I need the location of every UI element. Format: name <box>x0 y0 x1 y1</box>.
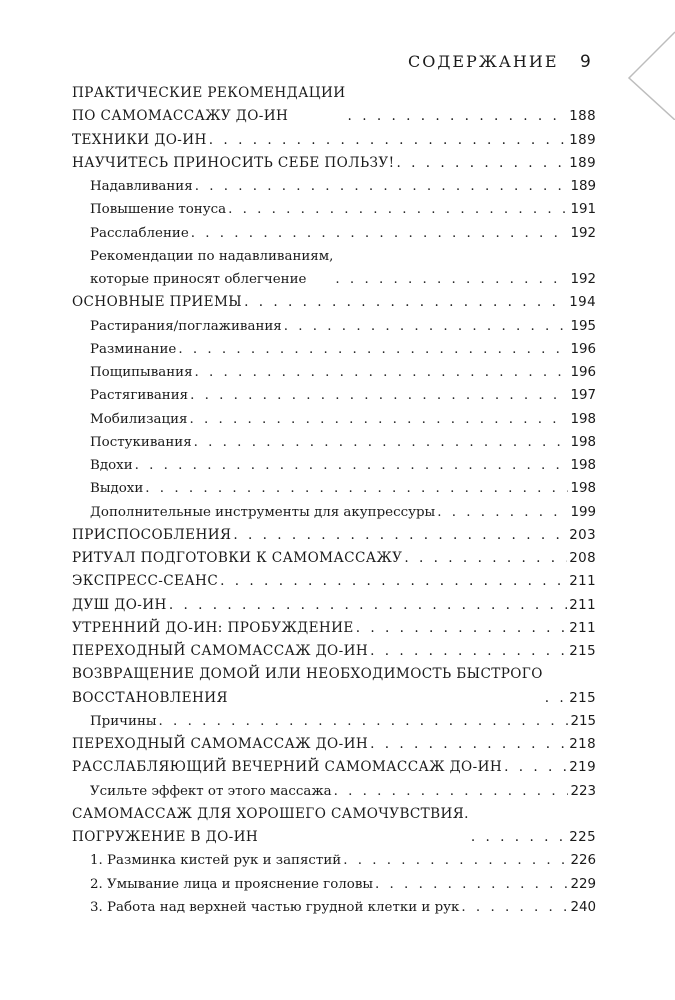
toc-entry-title-line: Вдохи <box>90 458 133 473</box>
dot-leader <box>231 524 567 547</box>
dot-leader <box>176 338 568 361</box>
dot-leader <box>435 501 568 524</box>
toc-entry-title <box>72 129 207 152</box>
toc-entry-title-line: Дополнительные инструменты для акупрессуры <box>90 504 436 520</box>
toc-entry[interactable] <box>72 849 596 872</box>
toc-entry-title-line: ПО САМОМАССАЖУ ДО-ИН <box>72 108 289 125</box>
toc-entry-title-line: ТЕХНИКИ ДО-ИН <box>72 131 207 148</box>
toc-entry[interactable] <box>72 408 596 431</box>
toc-entry-title-line: САМОМАССАЖ ДЛЯ ХОРОШЕГО САМОЧУВСТВИЯ. <box>72 805 469 822</box>
toc-entry-title-line: 1. Разминка кистей рук и запястий <box>90 853 342 869</box>
page-header <box>0 50 675 74</box>
toc-entry-title <box>72 617 354 640</box>
toc-entry-title-line: Постукивания <box>90 434 192 450</box>
toc-entry-page: 199 <box>570 504 596 520</box>
toc-entry[interactable] <box>72 175 596 198</box>
toc-entry-page: 192 <box>570 225 596 241</box>
dot-leader <box>282 315 569 338</box>
toc-entry-page: 194 <box>569 295 596 311</box>
toc-entry[interactable] <box>72 315 596 338</box>
toc-entry-title-line: ОСНОВНЫЕ ПРИЕМЫ <box>72 294 243 311</box>
toc-entry[interactable] <box>72 547 596 570</box>
toc-entry[interactable] <box>72 501 596 524</box>
dot-leader <box>192 431 569 454</box>
toc-entry-page: 189 <box>569 132 596 148</box>
toc-entry-title-line: Выдохи <box>90 481 144 497</box>
toc-entry-title <box>72 291 242 314</box>
dot-leader <box>157 710 569 733</box>
toc-entry-title-line: которые приносят облегчение <box>90 272 307 287</box>
toc-entry-title-line: УТРЕННИЙ ДО-ИН: ПРОБУЖДЕНИЕ <box>72 619 354 636</box>
toc-entry-title-line: ПРАКТИЧЕСКИЕ РЕКОМЕНДАЦИИ <box>72 85 346 101</box>
toc-entry-title-line: Расслабление <box>90 225 189 241</box>
toc-entry-page: 211 <box>569 620 596 636</box>
toc-entry[interactable] <box>72 780 596 803</box>
toc-entry-title <box>90 780 332 803</box>
running-header-title: СОДЕРЖАНИЕ <box>408 52 559 71</box>
toc-entry[interactable] <box>72 361 596 384</box>
toc-entry-title <box>90 849 341 872</box>
toc-entry[interactable] <box>72 454 596 477</box>
dot-leader <box>373 873 568 896</box>
toc-entry-title <box>72 733 368 756</box>
toc-entry-page: 198 <box>570 481 596 497</box>
table-of-contents <box>72 82 596 919</box>
dot-leader <box>189 222 569 245</box>
dot-leader <box>218 570 567 593</box>
dot-leader <box>226 198 568 221</box>
toc-entry[interactable] <box>72 594 596 617</box>
toc-entry[interactable] <box>72 152 596 175</box>
toc-entry-title <box>90 454 133 477</box>
toc-entry-page: 211 <box>569 574 596 590</box>
toc-entry-page: 218 <box>569 737 596 752</box>
toc-entry[interactable] <box>72 129 596 152</box>
toc-entry-title <box>72 640 368 663</box>
toc-entry-page: 211 <box>569 597 596 613</box>
toc-entry-page: 198 <box>570 411 596 427</box>
toc-entry[interactable] <box>72 338 596 361</box>
toc-entry-title-line: РАССЛАБЛЯЮЩИЙ ВЕЧЕРНИЙ САМОМАССАЖ ДО-ИН <box>72 759 503 776</box>
toc-entry-title <box>90 408 187 431</box>
toc-entry-title-line: Причины <box>90 713 157 729</box>
toc-entry[interactable] <box>72 245 596 292</box>
toc-entry-title <box>72 152 394 175</box>
toc-entry-page: 198 <box>570 458 596 473</box>
toc-entry-title-line: Рекомендации по надавливаниям, <box>90 248 334 264</box>
dot-leader <box>543 687 567 710</box>
toc-entry[interactable] <box>72 222 596 245</box>
toc-entry-title <box>90 361 193 384</box>
toc-entry-title <box>90 175 193 198</box>
toc-entry-title <box>90 477 143 500</box>
toc-entry-title-line: Разминание <box>90 341 177 357</box>
toc-entry[interactable] <box>72 733 596 756</box>
toc-entry-title <box>90 873 373 896</box>
dot-leader <box>341 849 568 872</box>
dot-leader <box>188 384 568 407</box>
toc-entry[interactable] <box>72 384 596 407</box>
toc-entry-title <box>72 547 402 570</box>
toc-entry-page: 195 <box>570 318 596 334</box>
dot-leader <box>167 594 567 617</box>
toc-entry-title-line: НАУЧИТЕСЬ ПРИНОСИТЬ СЕБЕ ПОЛЬЗУ! <box>72 154 395 171</box>
page-number: 9 <box>580 52 591 72</box>
toc-entry-title-line: ДУШ ДО-ИН <box>72 596 167 613</box>
toc-entry-title-line: Растирания/поглаживания <box>90 318 282 334</box>
toc-entry-page: 192 <box>570 272 596 287</box>
dot-leader <box>193 175 569 198</box>
toc-entry-title-line: ПОГРУЖЕНИЕ В ДО-ИН <box>72 829 259 845</box>
dot-leader <box>459 896 568 919</box>
dot-leader <box>502 756 567 779</box>
toc-entry-page: 225 <box>569 830 596 845</box>
toc-entry-title-line: Мобилизация <box>90 411 188 427</box>
corner-chevron-icon <box>625 30 675 120</box>
toc-entry-title-line: Растягивания <box>90 388 189 404</box>
toc-entry-page: 197 <box>570 388 596 404</box>
toc-entry-title-line: ПРИСПОСОБЛЕНИЯ <box>72 526 232 543</box>
toc-entry-page: 223 <box>570 783 596 799</box>
toc-entry-title <box>72 524 231 547</box>
dot-leader <box>368 733 567 756</box>
toc-entry-title-line: 3. Работа над верхней частью грудной клетки и рук <box>90 899 460 915</box>
toc-entry-title <box>90 384 188 407</box>
toc-entry-page: 219 <box>569 760 596 776</box>
dot-leader <box>207 129 567 152</box>
toc-entry-title-line: Усильте эффект от этого массажа <box>90 783 332 799</box>
toc-entry-page: 226 <box>570 853 596 869</box>
toc-entry[interactable] <box>72 82 596 129</box>
toc-entry[interactable] <box>72 710 596 733</box>
toc-entry-page: 229 <box>570 876 596 892</box>
dot-leader <box>333 268 568 291</box>
toc-entry[interactable] <box>72 803 596 850</box>
toc-entry-title-line: Надавливания <box>90 179 193 194</box>
toc-entry-page: 208 <box>569 551 596 566</box>
toc-entry-title-line: Повышение тонуса <box>90 202 227 218</box>
toc-entry-page: 189 <box>569 155 596 171</box>
toc-entry[interactable] <box>72 756 596 779</box>
toc-entry-page: 215 <box>569 644 596 659</box>
toc-entry-title <box>72 82 346 129</box>
dot-leader <box>193 361 569 384</box>
dot-leader <box>133 454 569 477</box>
toc-entry-page: 196 <box>570 341 596 357</box>
toc-entry-title <box>90 245 333 292</box>
toc-entry-title <box>90 315 282 338</box>
dot-leader <box>368 640 567 663</box>
toc-entry-page: 240 <box>570 899 596 915</box>
toc-entry-page: 191 <box>570 202 596 218</box>
toc-entry-title <box>90 431 192 454</box>
toc-entry-title <box>72 803 469 850</box>
toc-entry-title-line: ВОССТАНОВЛЕНИЯ <box>72 689 228 706</box>
toc-entry-page: 215 <box>570 713 596 729</box>
toc-entry[interactable] <box>72 198 596 221</box>
toc-entry-title <box>90 896 459 919</box>
toc-entry-page: 215 <box>569 690 596 706</box>
toc-entry-page: 203 <box>569 527 596 543</box>
toc-entry-title-line: 2. Умывание лица и прояснение головы <box>90 876 374 892</box>
toc-entry[interactable] <box>72 431 596 454</box>
toc-entry[interactable] <box>72 640 596 663</box>
toc-entry-title <box>72 570 218 593</box>
toc-entry[interactable] <box>72 570 596 593</box>
toc-entry-title <box>90 222 189 245</box>
toc-entry[interactable] <box>72 524 596 547</box>
toc-entry-title <box>72 594 167 617</box>
toc-entry[interactable] <box>72 617 596 640</box>
dot-leader <box>242 291 567 314</box>
toc-entry-title <box>90 198 226 221</box>
toc-entry-title-line: ПЕРЕХОДНЫЙ САМОМАССАЖ ДО-ИН <box>72 736 369 752</box>
toc-entry[interactable] <box>72 291 596 314</box>
toc-entry-title <box>90 338 176 361</box>
toc-entry-title <box>72 663 543 710</box>
dot-leader <box>187 408 568 431</box>
toc-entry-page: 198 <box>570 434 596 450</box>
toc-entry-title-line: РИТУАЛ ПОДГОТОВКИ К САМОМАССАЖУ <box>72 550 403 566</box>
toc-entry-title-line: ПЕРЕХОДНЫЙ САМОМАССАЖ ДО-ИН <box>72 643 369 659</box>
toc-entry-page: 189 <box>570 179 596 194</box>
dot-leader <box>402 547 567 570</box>
toc-entry-title <box>90 501 435 524</box>
toc-entry-title-line: Пощипывания <box>90 365 193 380</box>
toc-entry-title <box>72 756 502 779</box>
toc-entry-title-line: ВОЗВРАЩЕНИЕ ДОМОЙ ИЛИ НЕОБХОДИМОСТЬ БЫСТРОГО <box>72 666 543 683</box>
dot-leader <box>354 617 567 640</box>
toc-entry[interactable] <box>72 663 596 710</box>
toc-entry[interactable] <box>72 873 596 896</box>
dot-leader <box>332 780 569 803</box>
toc-entry-page: 188 <box>569 109 596 125</box>
dot-leader <box>394 152 567 175</box>
dot-leader <box>469 826 567 849</box>
toc-entry-page: 196 <box>570 365 596 380</box>
dot-leader <box>346 105 568 128</box>
toc-entry-title-line: ЭКСПРЕСС-СЕАНС <box>72 573 219 590</box>
toc-entry[interactable] <box>72 896 596 919</box>
toc-entry-title <box>90 710 157 733</box>
toc-entry[interactable] <box>72 477 596 500</box>
dot-leader <box>143 477 568 500</box>
